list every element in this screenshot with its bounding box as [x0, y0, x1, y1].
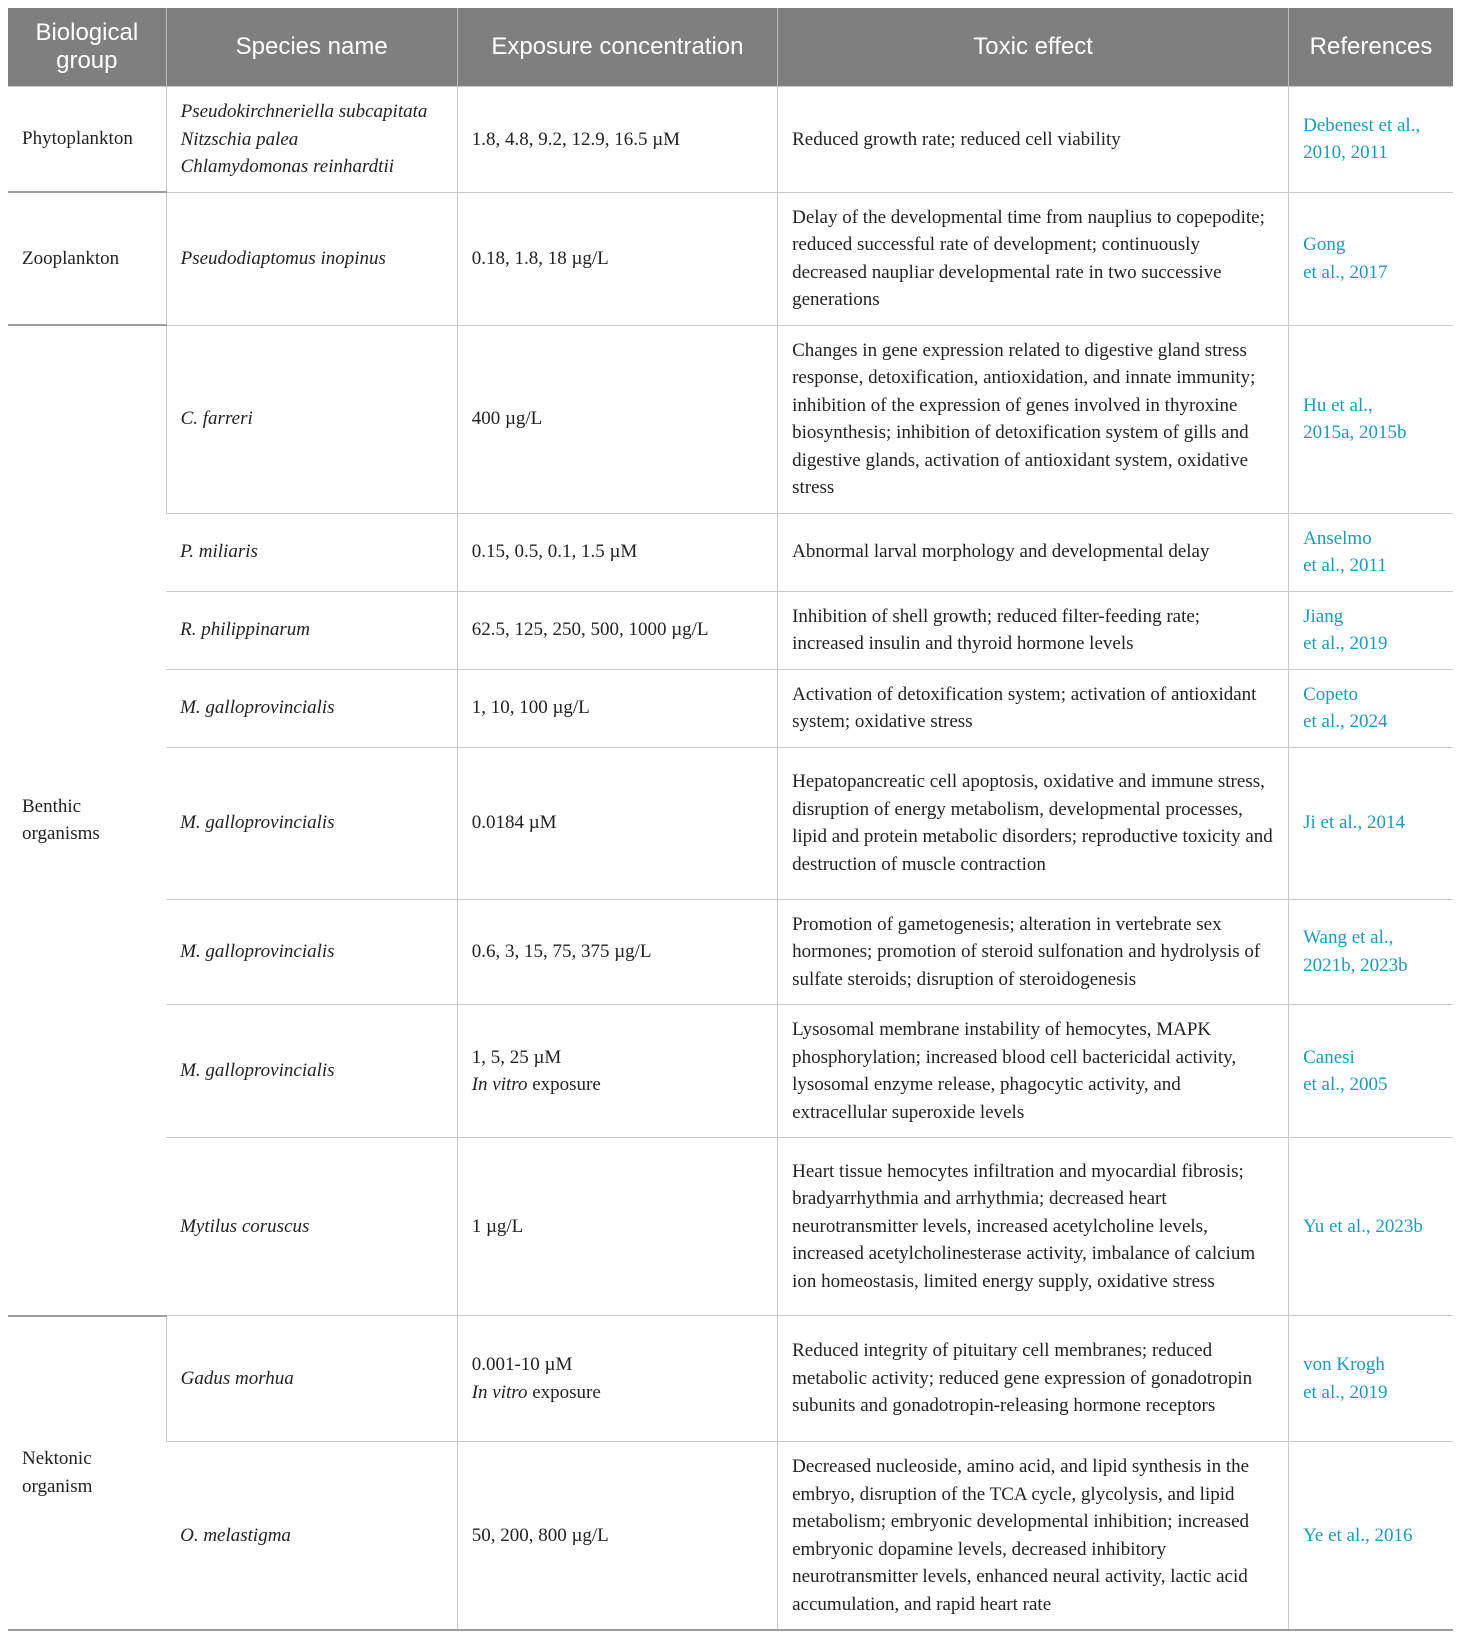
group-cell: Nektonic organism — [8, 1316, 166, 1631]
table-row — [8, 192, 1453, 325]
reference-cell — [1289, 591, 1453, 669]
species-name: C. farreri — [180, 408, 253, 430]
exposure-cell: 1, 10, 100 µg/L — [457, 669, 777, 747]
table-row — [8, 591, 1453, 669]
header-references: References — [1289, 8, 1453, 87]
table-row — [8, 669, 1453, 747]
reference-cell — [1289, 747, 1453, 899]
header-biological-group: Biological group — [8, 8, 166, 87]
species-cell — [166, 1316, 457, 1442]
exposure-cell: 0.15, 0.5, 0.1, 1.5 µM — [457, 513, 777, 591]
effect-cell: Hepatopancreatic cell apoptosis, oxidative and immune stress, disruption of energy metabolism, developmental processes, lipid and protein metabolic disorders; reproductive toxicity and destruction of muscle contraction — [778, 747, 1289, 899]
exposure-cell: 0.18, 1.8, 18 µg/L — [457, 192, 777, 325]
effect-cell: Heart tissue hemocytes infiltration and myocardial fibrosis; bradyarrhythmia and arrhythmia; decreased heart neurotransmitter levels, increased acetylcholine levels, increased acetylcholinesterase activity, imbalance of calcium ion homeostasis, limited energy supply, oxidative stress — [778, 1138, 1289, 1316]
effect-cell: Delay of the developmental time from nauplius to copepodite; reduced successful rate of development; continuously decreased naupliar developmental rate in two successive generations — [778, 192, 1289, 325]
reference-cell — [1289, 325, 1453, 513]
species-cell — [166, 747, 457, 899]
exposure-note — [472, 1071, 763, 1099]
exposure-cell: 400 µg/L — [457, 325, 777, 513]
exposure-note-italic: In vitro — [471, 1381, 528, 1403]
exposure-value: 0.001-10 µM — [471, 1354, 573, 1375]
reference-link[interactable]: 2021b, 2023b — [1303, 954, 1408, 976]
species-cell — [166, 1005, 457, 1138]
species-name: Pseudokirchneriella subcapitata — [180, 101, 428, 122]
effect-cell: Promotion of gametogenesis; alteration in vertebrate sex hormones; promotion of steroid sulfonation and hydrolysis of sulfate steroids; disruption of steroidogenesis — [778, 899, 1289, 1005]
exposure-cell: 1 µg/L — [457, 1138, 777, 1316]
species-cell — [166, 899, 457, 1005]
species-name: Gadus morhua — [180, 1367, 294, 1389]
species-name: M. galloprovincialis — [180, 941, 335, 962]
reference-cell — [1289, 1138, 1453, 1316]
exposure-note-rest: exposure — [527, 1074, 601, 1095]
species-name: Pseudodiaptomus inopinus — [180, 247, 386, 269]
reference-link[interactable]: Ji et al., 2014 — [1303, 812, 1405, 834]
reference-cell — [1289, 87, 1453, 193]
exposure-cell: 62.5, 125, 250, 500, 1000 µg/L — [457, 591, 777, 669]
reference-link[interactable]: Canesi — [1303, 1046, 1355, 1068]
effect-cell: Reduced growth rate; reduced cell viability — [778, 87, 1289, 193]
effect-cell: Lysosomal membrane instability of hemocytes, MAPK phosphorylation; increased blood cell bactericidal activity, lysosomal enzyme release, phagocytic activity, and extracellular superoxide levels — [778, 1005, 1289, 1138]
reference-cell — [1289, 899, 1453, 1005]
header-toxic-effect: Toxic effect — [778, 8, 1289, 87]
reference-link[interactable]: et al., 2019 — [1303, 633, 1388, 654]
species-cell — [166, 192, 457, 325]
species-name: Chlamydomonas reinhardtii — [180, 156, 395, 177]
reference-link[interactable]: Debenest et al., — [1303, 114, 1421, 136]
reference-link[interactable]: et al., 2005 — [1303, 1074, 1388, 1095]
effect-cell: Changes in gene expression related to digestive gland stress response, detoxification, antioxidation, and innate immunity; inhibition of the expression of genes involved in thyroxine biosynthesis; inhibition of detoxification system of gills and digestive glands, activation of antioxidant system, oxidative stress — [778, 325, 1289, 513]
table-row — [8, 87, 1453, 193]
reference-link[interactable]: Wang et al., — [1303, 927, 1394, 949]
header-exposure-concentration: Exposure concentration — [457, 8, 777, 87]
table-row — [8, 325, 1453, 513]
exposure-note-rest: exposure — [527, 1381, 601, 1403]
table-row — [8, 513, 1453, 591]
species-name: M. galloprovincialis — [180, 812, 335, 834]
exposure-cell — [457, 1316, 777, 1442]
table-row — [8, 1316, 1453, 1442]
exposure-cell — [457, 1005, 777, 1138]
reference-link[interactable]: et al., 2017 — [1303, 261, 1388, 283]
exposure-note-italic: In vitro — [471, 1074, 528, 1095]
table-row — [8, 747, 1453, 899]
reference-link[interactable]: Ye et al., 2016 — [1303, 1524, 1413, 1546]
species-name: M. galloprovincialis — [180, 1060, 335, 1082]
header-row — [8, 8, 1453, 87]
exposure-cell: 0.0184 µM — [457, 747, 777, 899]
species-cell — [166, 1138, 457, 1316]
species-name: M. galloprovincialis — [180, 697, 335, 719]
species-name: R. philippinarum — [180, 619, 310, 641]
table-row — [8, 1005, 1453, 1138]
group-cell: Benthic organisms — [8, 325, 166, 1316]
reference-link[interactable]: von Krogh — [1303, 1354, 1385, 1375]
reference-link[interactable]: Anselmo — [1303, 527, 1372, 549]
species-name: O. melastigma — [180, 1524, 291, 1546]
reference-cell — [1289, 1005, 1453, 1138]
effect-cell: Abnormal larval morphology and developmental delay — [778, 513, 1289, 591]
toxicity-table — [8, 8, 1453, 1631]
species-cell — [166, 591, 457, 669]
reference-link[interactable]: Jiang — [1303, 605, 1344, 627]
effect-cell: Inhibition of shell growth; reduced filter-feeding rate; increased insulin and thyroid hormone levels — [778, 591, 1289, 669]
species-cell — [166, 669, 457, 747]
reference-link[interactable]: et al., 2019 — [1303, 1381, 1388, 1403]
table-row — [8, 1138, 1453, 1316]
species-name: P. miliaris — [180, 541, 258, 563]
exposure-cell: 0.6, 3, 15, 75, 375 µg/L — [457, 899, 777, 1005]
species-name: Mytilus coruscus — [180, 1215, 310, 1237]
exposure-cell: 50, 200, 800 µg/L — [457, 1442, 777, 1631]
effect-cell: Reduced integrity of pituitary cell membranes; reduced metabolic activity; reduced gene expression of gonadotropin subunits and gonadotropin-releasing hormone receptors — [778, 1316, 1289, 1442]
reference-link[interactable]: et al., 2011 — [1303, 555, 1387, 576]
species-cell — [166, 1442, 457, 1631]
exposure-value: 1, 5, 25 µM — [471, 1046, 562, 1068]
reference-cell — [1289, 192, 1453, 325]
reference-link[interactable]: Copeto — [1303, 683, 1358, 705]
species-name: Nitzschia palea — [180, 128, 299, 150]
reference-cell — [1289, 1442, 1453, 1631]
reference-cell — [1289, 669, 1453, 747]
group-cell: Zooplankton — [8, 192, 166, 325]
reference-link[interactable]: Hu et al., — [1303, 394, 1373, 416]
table-row — [8, 899, 1453, 1005]
reference-link[interactable]: 2015a, 2015b — [1303, 422, 1407, 443]
table-row — [8, 1442, 1453, 1631]
effect-cell: Decreased nucleoside, amino acid, and lipid synthesis in the embryo, disruption of the TCA cycle, glycolysis, and lipid metabolism; embryonic developmental inhibition; increased embryonic dopamine levels, decreased inhibitory neurotransmitter levels, enhanced neural activity, lactic acid accumulation, and rapid heart rate — [778, 1442, 1289, 1631]
reference-cell — [1289, 1316, 1453, 1442]
reference-link[interactable]: et al., 2024 — [1303, 711, 1388, 732]
exposure-note — [472, 1379, 763, 1407]
species-cell — [166, 87, 457, 193]
reference-link[interactable]: Gong — [1303, 234, 1346, 255]
header-species-name: Species name — [166, 8, 457, 87]
reference-link[interactable]: 2010, 2011 — [1303, 142, 1388, 164]
exposure-cell: 1.8, 4.8, 9.2, 12.9, 16.5 µM — [457, 87, 777, 193]
effect-cell: Activation of detoxification system; activation of antioxidant system; oxidative stress — [778, 669, 1289, 747]
reference-link[interactable]: Yu et al., 2023b — [1303, 1215, 1423, 1237]
group-cell: Phytoplankton — [8, 87, 166, 193]
reference-cell — [1289, 513, 1453, 591]
species-cell — [166, 325, 457, 513]
species-cell — [166, 513, 457, 591]
